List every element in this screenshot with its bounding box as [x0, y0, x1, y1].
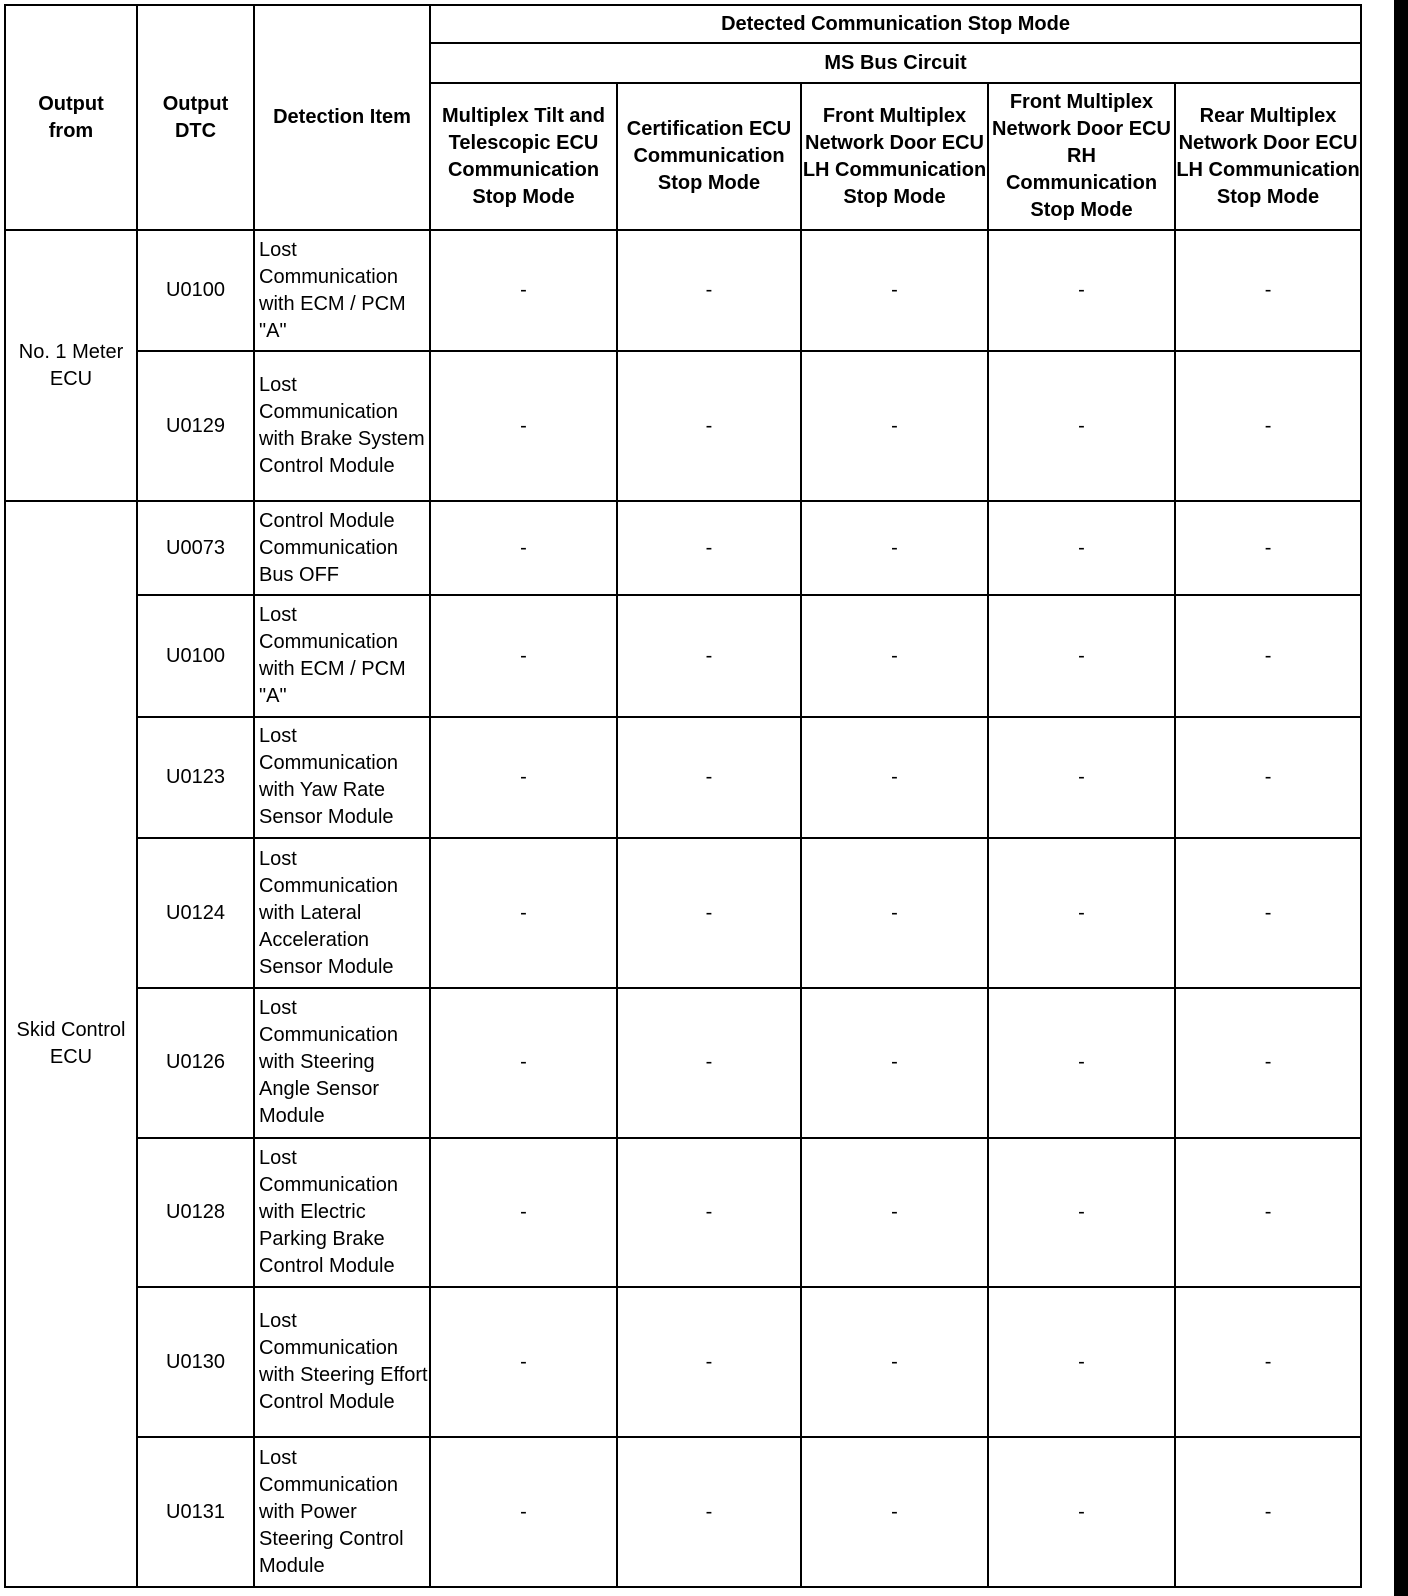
mode-value-cell: - [988, 501, 1175, 595]
mode-value-cell: - [801, 838, 988, 988]
dtc-cell: U0131 [137, 1437, 254, 1587]
mode-value-cell: - [617, 1437, 801, 1587]
mode-value-cell: - [1175, 351, 1361, 501]
mode-value-cell: - [1175, 501, 1361, 595]
header-mode-front-door-rh: Front Multiplex Network Door ECU RH Communication Stop Mode [988, 83, 1175, 230]
mode-value-cell: - [430, 351, 617, 501]
detection-item-cell: Lost Communication with Yaw Rate Sensor Module [254, 717, 430, 838]
dtc-cell: U0100 [137, 230, 254, 351]
table-row [5, 717, 1361, 838]
header-mode-rear-door-lh: Rear Multiplex Network Door ECU LH Communication Stop Mode [1175, 83, 1361, 230]
mode-value-cell: - [988, 230, 1175, 351]
detection-item-cell: Lost Communication with ECM / PCM "A" [254, 230, 430, 351]
header-ms-bus-circuit: MS Bus Circuit [430, 43, 1361, 83]
mode-value-cell: - [617, 351, 801, 501]
mode-value-cell: - [988, 351, 1175, 501]
mode-value-cell: - [801, 1138, 988, 1288]
header-mode-front-door-lh: Front Multiplex Network Door ECU LH Communication Stop Mode [801, 83, 988, 230]
mode-value-cell: - [617, 595, 801, 716]
header-mode-certification: Certification ECU Communication Stop Mode [617, 83, 801, 230]
mode-value-cell: - [988, 988, 1175, 1138]
mode-value-cell: - [617, 501, 801, 595]
mode-value-cell: - [801, 595, 988, 716]
dtc-cell: U0130 [137, 1287, 254, 1437]
table-row [5, 595, 1361, 716]
dtc-cell: U0100 [137, 595, 254, 716]
mode-value-cell: - [430, 838, 617, 988]
mode-value-cell: - [801, 230, 988, 351]
mode-value-cell: - [801, 717, 988, 838]
mode-value-cell: - [1175, 595, 1361, 716]
mode-value-cell: - [617, 1138, 801, 1288]
mode-value-cell: - [430, 230, 617, 351]
mode-value-cell: - [1175, 1287, 1361, 1437]
table-row [5, 1437, 1361, 1587]
detection-item-cell: Lost Communication with Power Steering Control Module [254, 1437, 430, 1587]
header-output-dtc: Output DTC [137, 5, 254, 230]
mode-value-cell: - [988, 1138, 1175, 1288]
output-from-cell: No. 1 Meter ECU [5, 230, 137, 501]
mode-value-cell: - [1175, 1138, 1361, 1288]
mode-value-cell: - [1175, 1437, 1361, 1587]
mode-value-cell: - [430, 1287, 617, 1437]
mode-value-cell: - [617, 717, 801, 838]
mode-value-cell: - [617, 230, 801, 351]
dtc-cell: U0128 [137, 1138, 254, 1288]
mode-value-cell: - [430, 501, 617, 595]
header-detection-item: Detection Item [254, 5, 430, 230]
mode-value-cell: - [801, 1287, 988, 1437]
mode-value-cell: - [988, 1287, 1175, 1437]
detection-item-cell: Lost Communication with Lateral Acceleration Sensor Module [254, 838, 430, 988]
mode-value-cell: - [617, 988, 801, 1138]
header-output-from: Output from [5, 5, 137, 230]
mode-value-cell: - [617, 1287, 801, 1437]
table-row [5, 838, 1361, 988]
right-edge-bar [1394, 0, 1408, 1596]
detection-item-cell: Lost Communication with Steering Angle Sensor Module [254, 988, 430, 1138]
dtc-cell: U0123 [137, 717, 254, 838]
mode-value-cell: - [1175, 717, 1361, 838]
mode-value-cell: - [617, 838, 801, 988]
table-row [5, 988, 1361, 1138]
table-row [5, 351, 1361, 501]
dtc-cell: U0129 [137, 351, 254, 501]
dtc-cell: U0126 [137, 988, 254, 1138]
mode-value-cell: - [1175, 988, 1361, 1138]
header-detected-communication-stop-mode: Detected Communication Stop Mode [430, 5, 1361, 43]
table-row [5, 1138, 1361, 1288]
detection-item-cell: Lost Communication with Electric Parking Brake Control Module [254, 1138, 430, 1288]
output-from-cell: Skid Control ECU [5, 501, 137, 1587]
mode-value-cell: - [430, 1437, 617, 1587]
mode-value-cell: - [1175, 230, 1361, 351]
dtc-table-frame [4, 4, 1360, 1588]
detection-item-cell: Lost Communication with Brake System Control Module [254, 351, 430, 501]
mode-value-cell: - [988, 838, 1175, 988]
dtc-cell: U0124 [137, 838, 254, 988]
mode-value-cell: - [988, 717, 1175, 838]
mode-value-cell: - [430, 988, 617, 1138]
header-mode-tilt-telescopic: Multiplex Tilt and Telescopic ECU Communication Stop Mode [430, 83, 617, 230]
mode-value-cell: - [988, 595, 1175, 716]
mode-value-cell: - [988, 1437, 1175, 1587]
table-row [5, 1287, 1361, 1437]
detection-item-cell: Control Module Communication Bus OFF [254, 501, 430, 595]
mode-value-cell: - [430, 595, 617, 716]
mode-value-cell: - [430, 1138, 617, 1288]
mode-value-cell: - [1175, 838, 1361, 988]
mode-value-cell: - [801, 1437, 988, 1587]
mode-value-cell: - [801, 988, 988, 1138]
dtc-communication-stop-mode-table [4, 4, 1362, 1588]
mode-value-cell: - [430, 717, 617, 838]
mode-value-cell: - [801, 501, 988, 595]
mode-value-cell: - [801, 351, 988, 501]
dtc-cell: U0073 [137, 501, 254, 595]
table-row [5, 501, 1361, 595]
detection-item-cell: Lost Communication with ECM / PCM "A" [254, 595, 430, 716]
table-row [5, 230, 1361, 351]
detection-item-cell: Lost Communication with Steering Effort Control Module [254, 1287, 430, 1437]
